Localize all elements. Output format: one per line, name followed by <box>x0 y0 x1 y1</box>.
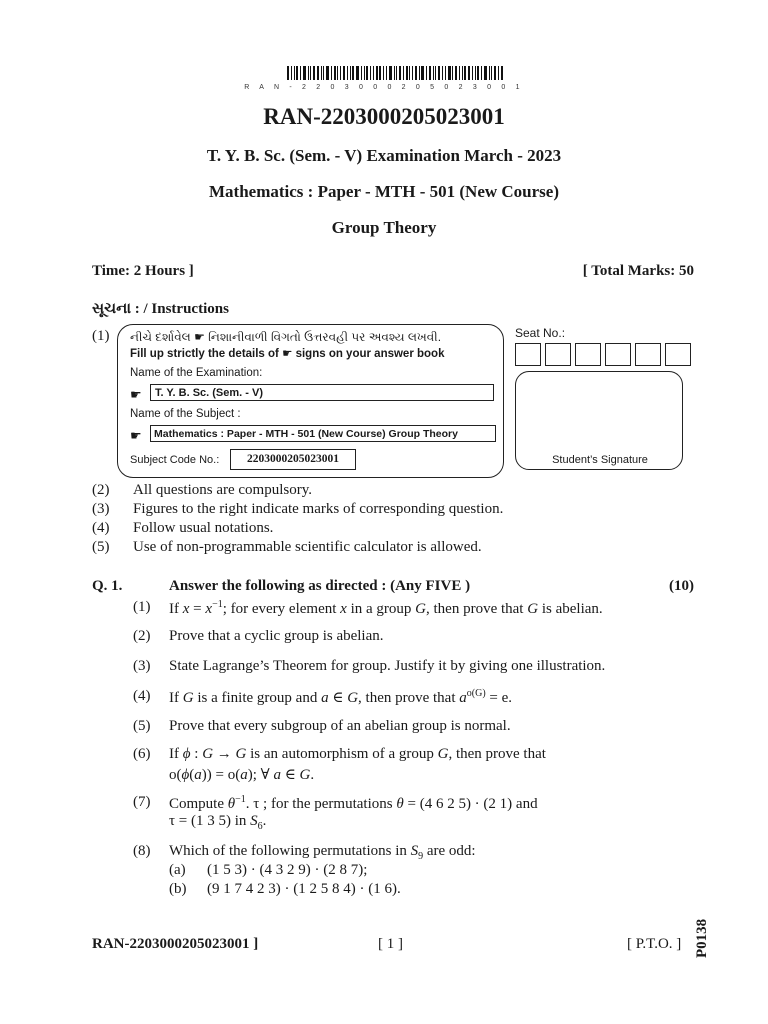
barcode-bar <box>415 66 417 80</box>
exam-name-label: Name of the Examination: <box>130 367 263 379</box>
sub-question-text: Prove that a cyclic group is abelian. <box>169 628 384 644</box>
barcode-bar <box>366 66 368 80</box>
barcode-bar <box>352 66 354 80</box>
barcode-bar <box>291 66 292 80</box>
barcode-bar <box>484 66 487 80</box>
barcode-bar <box>300 66 301 80</box>
seat-digit-box <box>665 343 691 366</box>
paper-title: Mathematics : Paper - MTH - 501 (New Course) <box>209 182 559 201</box>
gujarati-instruction: નીચે દર્શાવેલ ☛ નિશાનીવાળી વિગતો ઉત્તરવહી પર અવશ્ય લખવી. <box>130 330 442 344</box>
barcode-bar <box>494 66 496 80</box>
barcode-bar <box>389 66 392 80</box>
sub-question-text: If $x = x^{-1}$; for every element x in a group G, then prove that G is abelian. <box>169 599 603 617</box>
sub-question-number: (1) <box>133 599 151 615</box>
sub-question-number: (2) <box>133 628 151 644</box>
sub-question-text-line2: o(ϕ(a)) = o(a); ∀ a ∈ G. <box>169 767 315 783</box>
instruction-number: (1) <box>92 328 110 344</box>
barcode-bar <box>350 66 351 80</box>
paper-code-title: RAN-2203000205023001 <box>263 104 505 129</box>
barcode-bar <box>468 66 470 80</box>
subject-code-field: 2203000205023001 <box>230 449 356 470</box>
seat-number-boxes <box>515 343 691 366</box>
side-code: P0138 <box>694 918 710 958</box>
english-instruction: Fill up strictly the details of ☛ signs on your answer book <box>130 348 445 360</box>
instruction-number: (4) <box>92 520 110 536</box>
instruction-number: (3) <box>92 501 110 517</box>
barcode-bar <box>501 66 503 80</box>
question-label: Q. 1. <box>92 578 123 594</box>
instructions-title: સૂચના : / Instructions <box>92 301 229 317</box>
barcode-bar <box>489 66 490 80</box>
page-number: [ 1 ] <box>378 936 403 952</box>
seat-digit-box <box>605 343 631 366</box>
barcode-bar <box>323 66 324 80</box>
instruction-text: Use of non-programmable scientific calculator is allowed. <box>133 539 482 555</box>
sub-question-text: State Lagrange’s Theorem for group. Justify it by giving one illustration. <box>169 658 606 674</box>
sub-question-text: Compute $\theta^{-1}$. τ ; for the permutations θ = (4 6 2 5) · (2 1) and <box>169 794 538 812</box>
barcode-bar <box>477 66 479 80</box>
subject-code-label: Subject Code No.: <box>130 454 220 466</box>
sub-question-number: (3) <box>133 658 151 674</box>
total-marks-label: [ Total Marks: 50 <box>582 263 694 279</box>
seat-digit-box <box>575 343 601 366</box>
hand-pointer-icon: ☛ <box>130 387 142 402</box>
barcode-bar <box>337 66 338 80</box>
barcode-bar <box>396 66 397 80</box>
barcode-bar <box>412 66 413 80</box>
option-label: (a) <box>169 862 186 878</box>
sub-question-number: (8) <box>133 843 151 859</box>
barcode-bar <box>442 66 443 80</box>
barcode-bar <box>310 66 311 80</box>
barcode-bar <box>438 66 440 80</box>
barcode-bar <box>294 66 295 80</box>
time-label: Time: 2 Hours ] <box>92 263 194 279</box>
barcode-bar <box>448 66 451 80</box>
barcode-bar <box>435 66 436 80</box>
subject-name-field: Mathematics : Paper - MTH - 501 (New Course) Group Theory <box>150 425 496 442</box>
barcode-bar <box>459 66 460 80</box>
instruction-text: All questions are compulsory. <box>133 482 312 498</box>
sub-question-text: Which of the following permutations in $S_9$ are odd: <box>169 843 476 862</box>
option-label: (b) <box>169 881 187 897</box>
barcode-bar <box>491 66 492 80</box>
option-text: (1 5 3) · (4 3 2 9) · (2 8 7); <box>207 862 368 878</box>
barcode-bar <box>303 66 306 80</box>
barcode-bar <box>498 66 499 80</box>
barcode-bar <box>481 66 482 80</box>
barcode-bar <box>455 66 457 80</box>
seat-digit-box <box>635 343 661 366</box>
barcode-bar <box>287 66 289 80</box>
barcode-bar <box>475 66 476 80</box>
barcode-bar <box>421 66 424 80</box>
barcode-bar <box>296 66 298 80</box>
sub-question-number: (7) <box>133 794 151 810</box>
barcode-bar <box>340 66 341 80</box>
barcode-bar <box>399 66 401 80</box>
barcode-bar <box>429 66 431 80</box>
barcode-bar <box>331 66 332 80</box>
barcode-bar <box>394 66 395 80</box>
barcode-bar <box>313 66 315 80</box>
barcode-bar <box>452 66 453 80</box>
barcode-bar <box>419 66 420 80</box>
barcode-bar <box>383 66 384 80</box>
question-marks: (10) <box>669 578 694 594</box>
signature-label: Student’s Signature <box>552 454 648 466</box>
barcode-bar <box>334 66 336 80</box>
seat-number-label: Seat No.: <box>515 326 566 340</box>
question-heading: Answer the following as directed : (Any FIVE ) <box>169 578 471 594</box>
subject-name-label: Name of the Subject : <box>130 408 241 420</box>
seat-digit-box <box>545 343 571 366</box>
barcode-bar <box>464 66 466 80</box>
barcode-bar <box>317 66 319 80</box>
barcode-bar <box>326 66 329 80</box>
barcode-bar <box>433 66 434 80</box>
sub-question-text-line2: τ = (1 3 5) in $S_6$. <box>169 813 267 832</box>
barcode-bar <box>403 66 404 80</box>
instruction-number: (5) <box>92 539 110 555</box>
barcode-bar <box>376 66 378 80</box>
barcode-bar <box>445 66 446 80</box>
sub-question-text: If ϕ : G → G is an automorphism of a group G, then prove that <box>169 746 546 762</box>
barcode-bar <box>386 66 387 80</box>
option-text: (9 1 7 4 2 3) · (1 2 5 8 4) · (1 6). <box>207 881 401 897</box>
barcode-bar <box>409 66 410 80</box>
barcode-bar <box>308 66 309 80</box>
sub-question-text: Prove that every subgroup of an abelian group is normal. <box>169 718 511 734</box>
exam-name-field: T. Y. B. Sc. (Sem. - V) <box>150 384 494 401</box>
sub-question-number: (6) <box>133 746 151 762</box>
instruction-text: Figures to the right indicate marks of corresponding question. <box>133 501 504 517</box>
barcode-bar <box>347 66 348 80</box>
barcode-bar <box>406 66 408 80</box>
barcode-bar <box>321 66 322 80</box>
exam-title: T. Y. B. Sc. (Sem. - V) Examination March - 2023 <box>206 146 562 165</box>
barcode-bar <box>426 66 427 80</box>
sub-question-number: (4) <box>133 688 151 704</box>
barcode-bar <box>343 66 345 80</box>
barcode-bar <box>462 66 463 80</box>
barcode <box>287 66 503 80</box>
hand-pointer-icon: ☛ <box>130 428 142 443</box>
barcode-bar <box>361 66 362 80</box>
sub-question-text: If G is a finite group and a ∈ G, then prove that $a^{o(G)} = e$. <box>169 688 513 706</box>
barcode-text: R A N - 2 2 0 3 0 0 0 2 0 5 0 2 3 0 0 1 <box>244 84 524 91</box>
barcode-bar <box>364 66 365 80</box>
instruction-number: (2) <box>92 482 110 498</box>
sub-question-number: (5) <box>133 718 151 734</box>
footer-code: RAN-2203000205023001 ] <box>92 936 259 952</box>
barcode-bar <box>370 66 371 80</box>
barcode-bar <box>472 66 473 80</box>
seat-digit-box <box>515 343 541 366</box>
pto-label: [ P.T.O. ] <box>627 936 682 952</box>
barcode-bar <box>373 66 374 80</box>
subject-title: Group Theory <box>331 218 437 237</box>
barcode-bar <box>356 66 359 80</box>
barcode-bar <box>379 66 381 80</box>
instruction-text: Follow usual notations. <box>133 520 274 536</box>
